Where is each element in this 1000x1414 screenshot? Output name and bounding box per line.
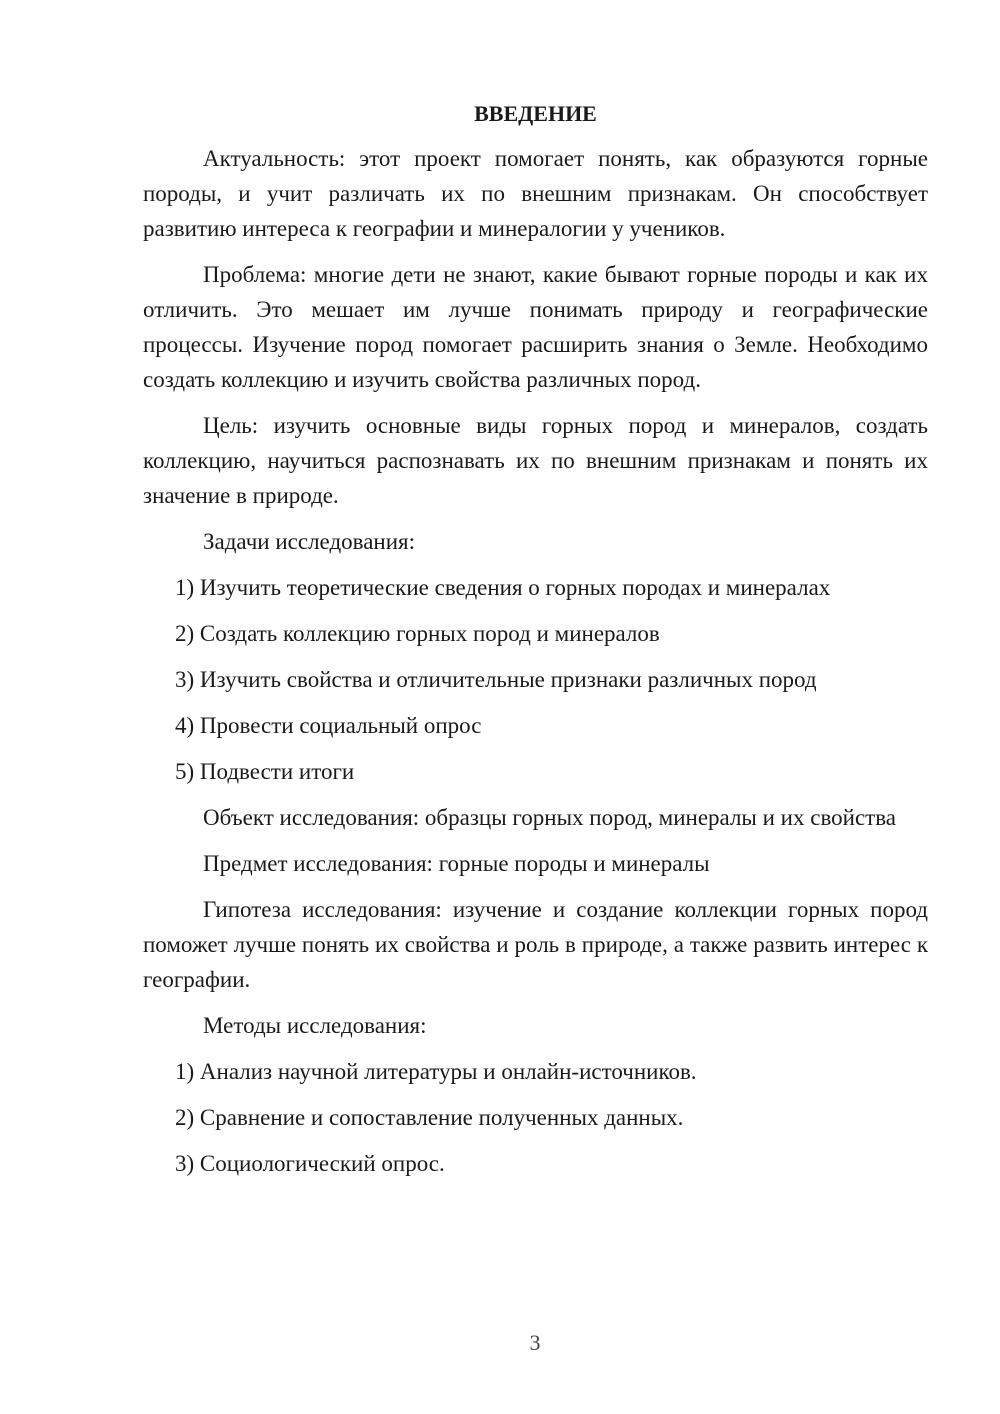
problem-paragraph: Проблема: многие дети не знают, какие бывают горные породы и как их отличить. Это мешает им лучше понимать природу и географические процессы. Изучение пород помогает расширить знания о Земле. Необходимо создать коллекцию и изучить свойства различных пород.	[143, 262, 928, 392]
goal-paragraph: Цель: изучить основные виды горных пород и минералов, создать коллекцию, научиться распознавать их по внешним признакам и понять их значение в природе.	[143, 413, 928, 508]
list-item: 2) Создать коллекцию горных пород и минералов	[175, 621, 660, 646]
list-item: 1) Анализ научной литературы и онлайн-источников.	[175, 1059, 697, 1084]
section-title: ВВЕДЕНИЕ	[474, 101, 597, 126]
list-item: 3) Социологический опрос.	[175, 1151, 445, 1176]
page-number: 3	[529, 1330, 541, 1355]
methods-list	[143, 1054, 928, 1181]
page-content	[143, 96, 928, 1192]
object-paragraph: Объект исследования: образцы горных пород, минералы и их свойства	[203, 805, 896, 830]
list-item: 3) Изучить свойства и отличительные признаки различных пород	[175, 667, 817, 692]
list-item: 5) Подвести итоги	[175, 759, 355, 784]
tasks-heading: Задачи исследования:	[203, 529, 416, 554]
methods-heading: Методы исследования:	[203, 1013, 427, 1038]
tasks-list	[143, 570, 928, 789]
subject-paragraph: Предмет исследования: горные породы и минералы	[203, 851, 710, 876]
list-item: 4) Провести социальный опрос	[175, 713, 482, 738]
list-item: 1) Изучить теоретические сведения о горных породах и минералах	[175, 575, 831, 600]
relevance-paragraph: Актуальность: этот проект помогает понять, как образуются горные породы, и учит различать их по внешним признакам. Он способствует развитию интереса к географии и минералогии у учеников.	[143, 146, 928, 241]
hypothesis-paragraph: Гипотеза исследования: изучение и создание коллекции горных пород поможет лучше понять их свойства и роль в природе, а также развить интерес к географии.	[143, 897, 928, 992]
list-item: 2) Сравнение и сопоставление полученных данных.	[175, 1105, 684, 1130]
